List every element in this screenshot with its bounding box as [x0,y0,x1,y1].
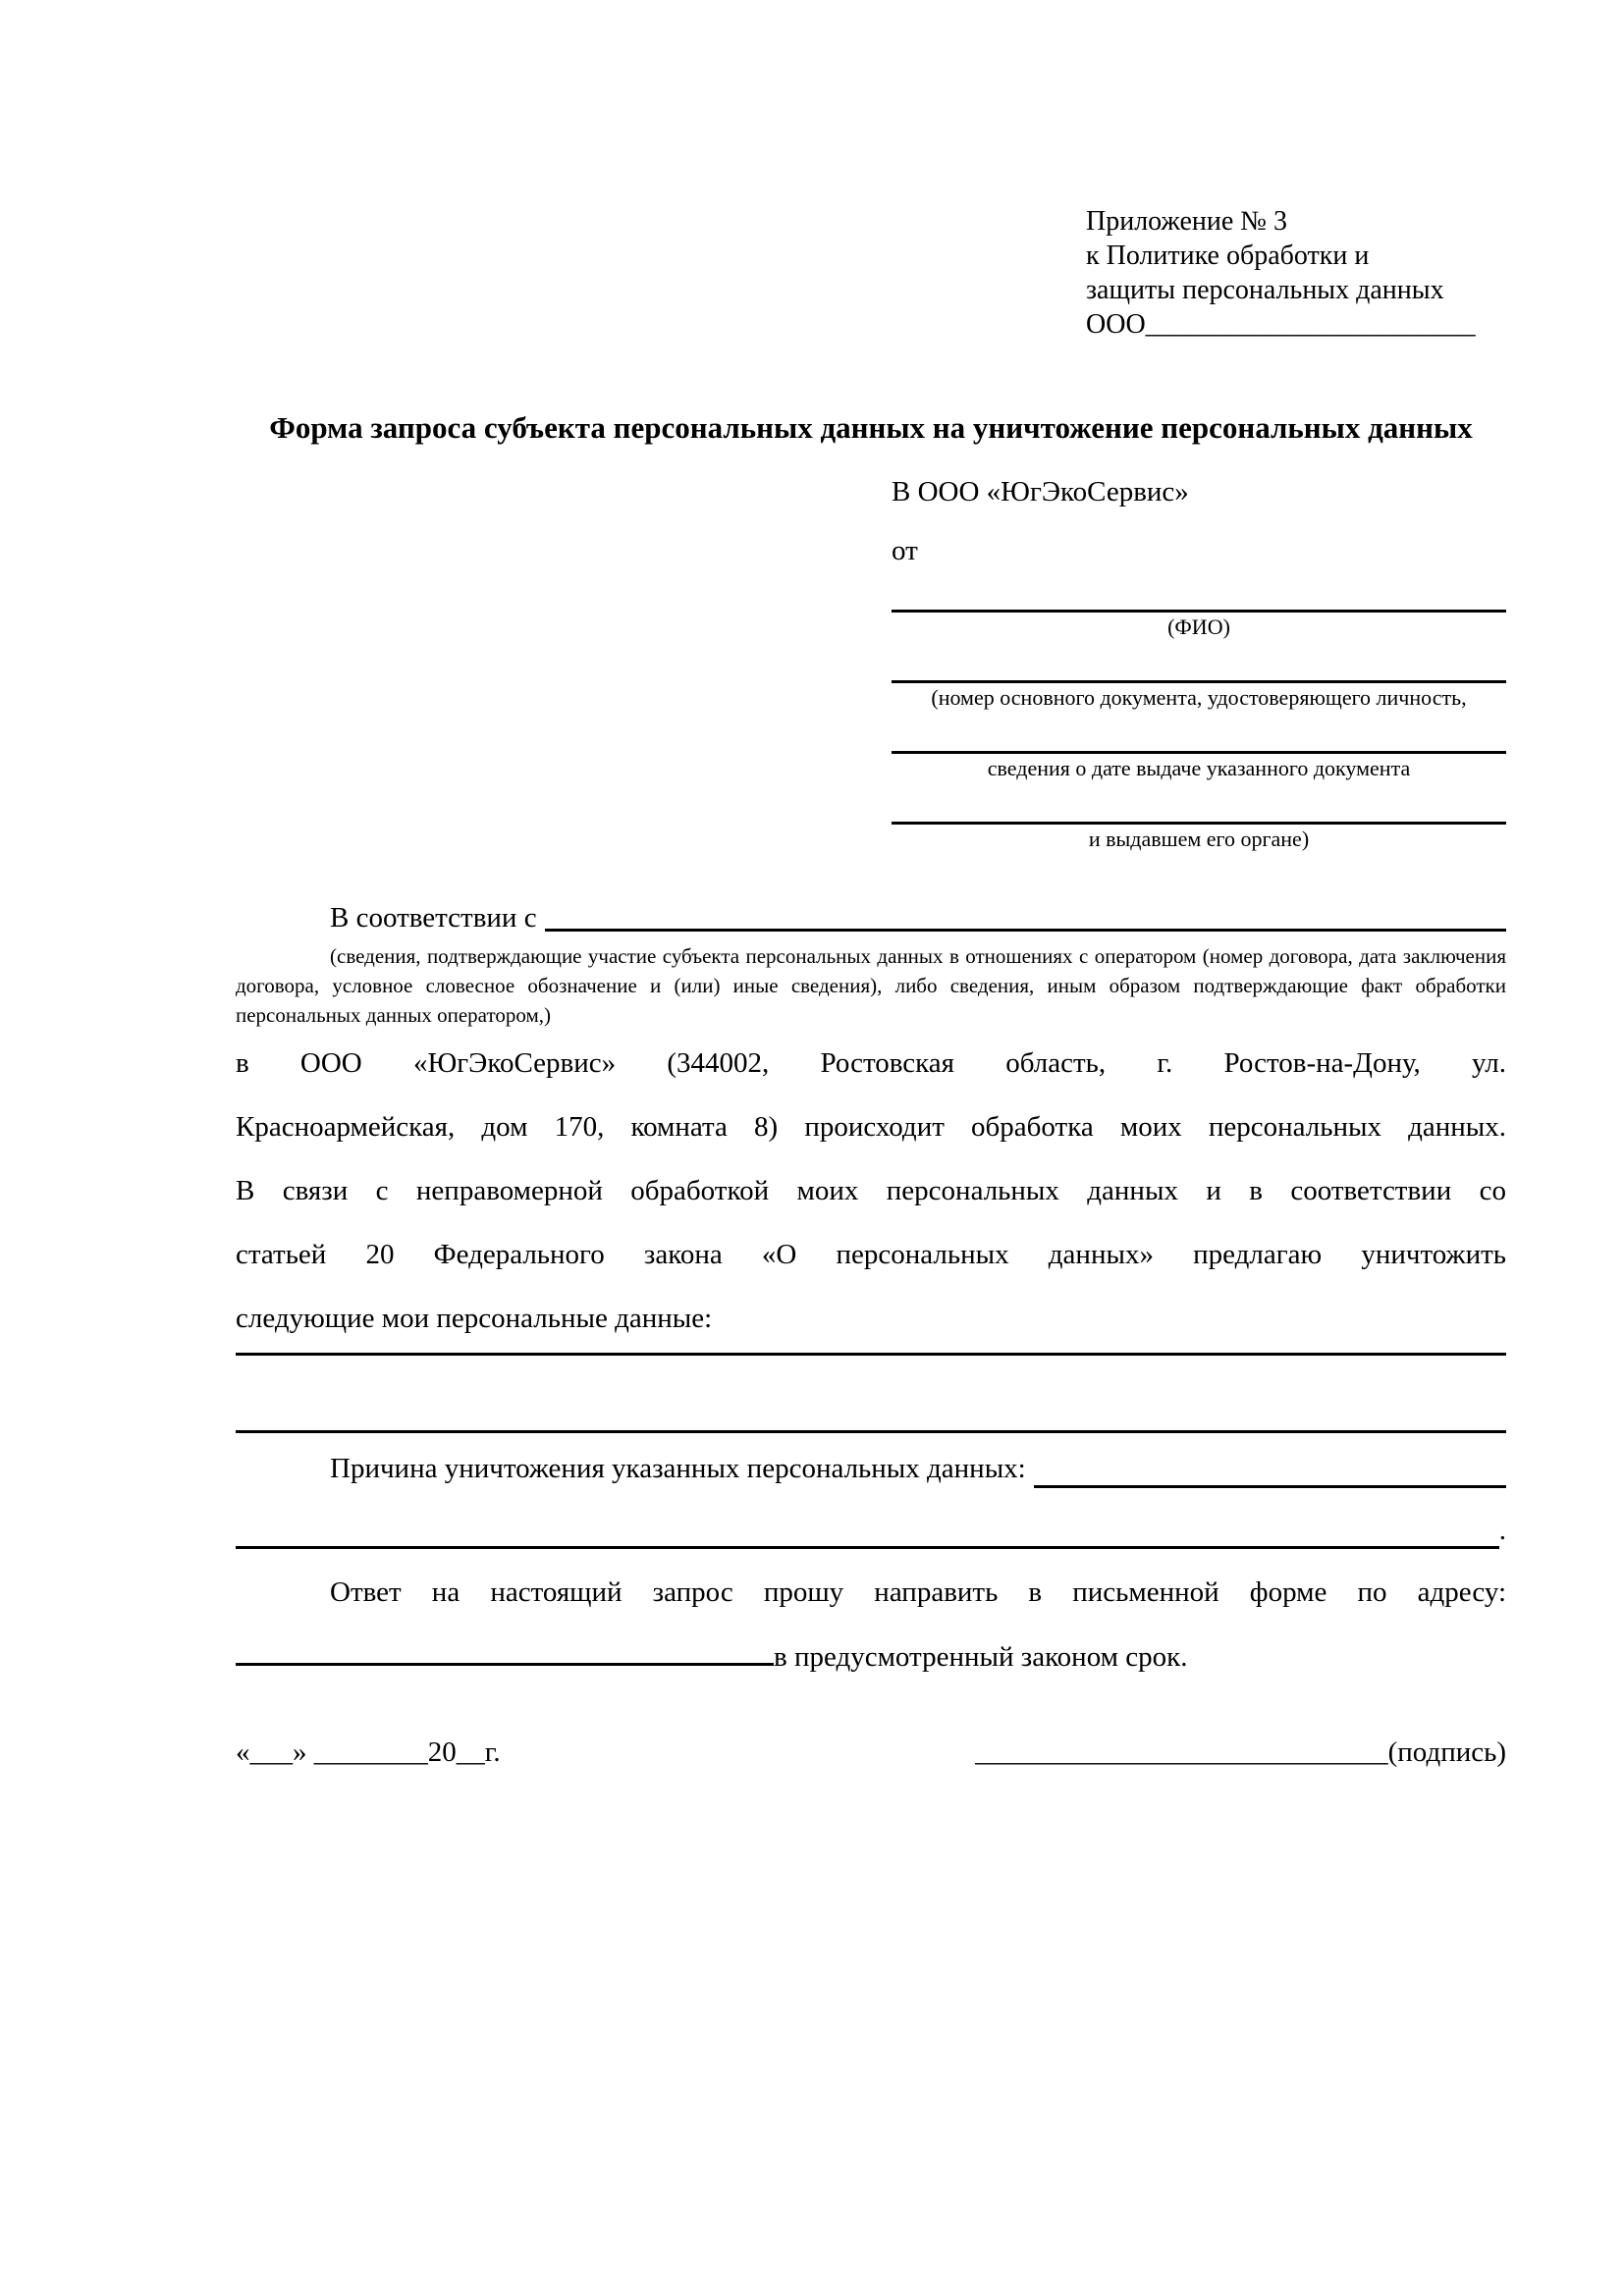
document-number-caption: (номер основного документа, удостоверяющего личность, [931,685,1467,710]
annex-line-ooo-blank: ООО________________________ [1086,309,1476,340]
annex-line: к Политике обработки и [1086,240,1370,271]
reason-continuation-row [236,1500,1506,1561]
issuing-authority-caption: и выдавшем его органе) [1088,827,1310,851]
page-title: Форма запроса субъекта персональных данных на уничтожение персональных данных [269,410,1473,445]
answer-deadline-text: в предусмотренный законом срок. [774,1641,1188,1673]
date-blank: «___» ________20__г. [236,1736,501,1768]
document-number-field [892,639,1506,710]
annex-block [1086,204,1506,342]
issue-date-caption: сведения о дате выдаче указанного документа [987,756,1411,780]
accordance-row [236,900,1506,935]
signature-blank-line: _____________________________ [975,1736,1388,1768]
paragraph-line: Красноармейская, дом 170, комната 8) происходит обработка моих персональных данных. [236,1111,1506,1143]
addressee-from-label: от [892,535,918,566]
annex-line: Приложение № 3 [1086,206,1287,237]
paragraph-line: статьей 20 Федерального закона «О персональных данных» предлагаю уничтожить [236,1239,1506,1270]
reason-terminator: . [1498,1515,1506,1546]
answer-request-sentence: Ответ на настоящий запрос прошу направить в письменной форме по адресу: [330,1576,1506,1608]
paragraph-line: В связи с неправомерной обработкой моих персональных данных и в соответствии со [236,1175,1506,1206]
addressee-block [892,474,1506,851]
fio-caption: (ФИО) [1167,614,1230,639]
annex-line: защиты персональных данных [1086,275,1444,305]
reason-blank-line [1034,1437,1506,1488]
addressee-organization: В ООО «ЮгЭкоСервис» [892,476,1189,507]
paragraph-line: следующие мои персональные данные: [236,1303,713,1334]
paragraph-line: в ООО «ЮгЭкоСервис» (344002, Ростовская область, г. Ростов-на-Дону, ул. [236,1047,1506,1079]
data-to-destroy-blank-line-2 [236,1356,1506,1433]
accordance-note: (сведения, подтверждающие участие субъекта персональных данных в отношениях с оператором (номер договора, дата заключения договора, условное словесное обозначение и (или) иные сведения), либо сведения, иным образом подтверждающие факт обработки персональных данных оператором,) [236,944,1506,1027]
accordance-lead: В соответствии с [330,902,537,934]
signature-area [975,1733,1506,1772]
answer-address-blank-line [236,1624,774,1666]
reason-continuation-blank-line [236,1500,1499,1549]
reason-label: Причина уничтожения указанных персональных данных: [330,1453,1026,1484]
main-paragraph [236,1032,1506,1351]
fio-field [892,568,1506,639]
reason-row [236,1437,1506,1500]
issuing-authority-blank-line [892,780,1506,825]
signature-caption: (подпись) [1387,1736,1506,1768]
signature-row [236,1733,1506,1772]
issue-date-field [892,710,1506,780]
issuing-authority-field [892,780,1506,851]
issue-date-blank-line [892,710,1506,754]
answer-address-row [236,1624,1506,1687]
fio-blank-line [892,568,1506,613]
accordance-blank-line [545,900,1506,932]
document-number-blank-line [892,639,1506,683]
